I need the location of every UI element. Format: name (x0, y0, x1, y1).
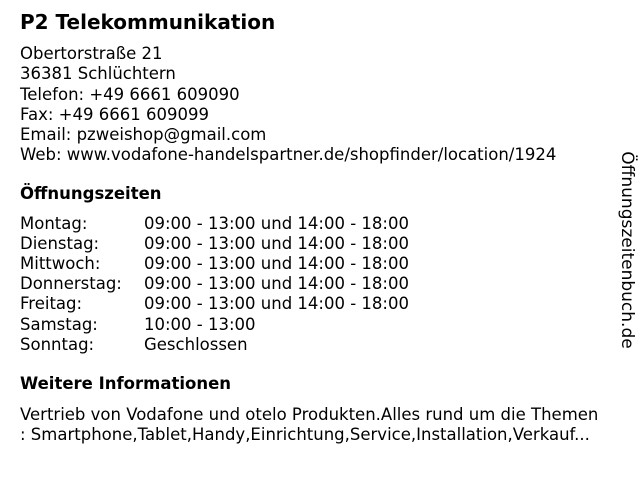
website-link[interactable]: Web: www.vodafone-handelspartner.de/shopfinder/location/1924 (20, 145, 557, 164)
hours-time: 09:00 - 13:00 und 14:00 - 18:00 (144, 274, 409, 293)
hours-day: Dienstag: (20, 234, 100, 253)
description-line: Vertrieb von Vodafone und otelo Produkten.Alles rund um die Themen (20, 405, 599, 424)
hours-day: Sonntag: (20, 335, 95, 354)
opening-hours-heading: Öffnungszeiten (20, 184, 162, 203)
hours-day: Samstag: (20, 315, 98, 334)
hours-time: 09:00 - 13:00 und 14:00 - 18:00 (144, 234, 409, 253)
hours-time: 10:00 - 13:00 (144, 315, 256, 334)
hours-time: 09:00 - 13:00 und 14:00 - 18:00 (144, 254, 409, 273)
fax-number: Fax: +49 6661 609099 (20, 105, 209, 124)
hours-day: Donnerstag: (20, 274, 122, 293)
phone-number: Telefon: +49 6661 609090 (20, 85, 240, 104)
business-name: P2 Telekommunikation (20, 10, 276, 34)
hours-day: Freitag: (20, 294, 83, 313)
address-city: 36381 Schlüchtern (20, 64, 176, 83)
further-info-heading: Weitere Informationen (20, 374, 232, 393)
hours-day: Montag: (20, 214, 88, 233)
email-address[interactable]: Email: pzweishop@gmail.com (20, 125, 267, 144)
hours-time: 09:00 - 13:00 und 14:00 - 18:00 (144, 294, 409, 313)
hours-time: 09:00 - 13:00 und 14:00 - 18:00 (144, 214, 409, 233)
description-line: : Smartphone,Tablet,Handy,Einrichtung,Service,Installation,Verkauf... (20, 425, 590, 444)
site-watermark: Öffnungszeitenbuch.de (617, 151, 637, 349)
address-street: Obertorstraße 21 (20, 44, 163, 63)
hours-day: Mittwoch: (20, 254, 101, 273)
hours-time: Geschlossen (144, 335, 248, 354)
